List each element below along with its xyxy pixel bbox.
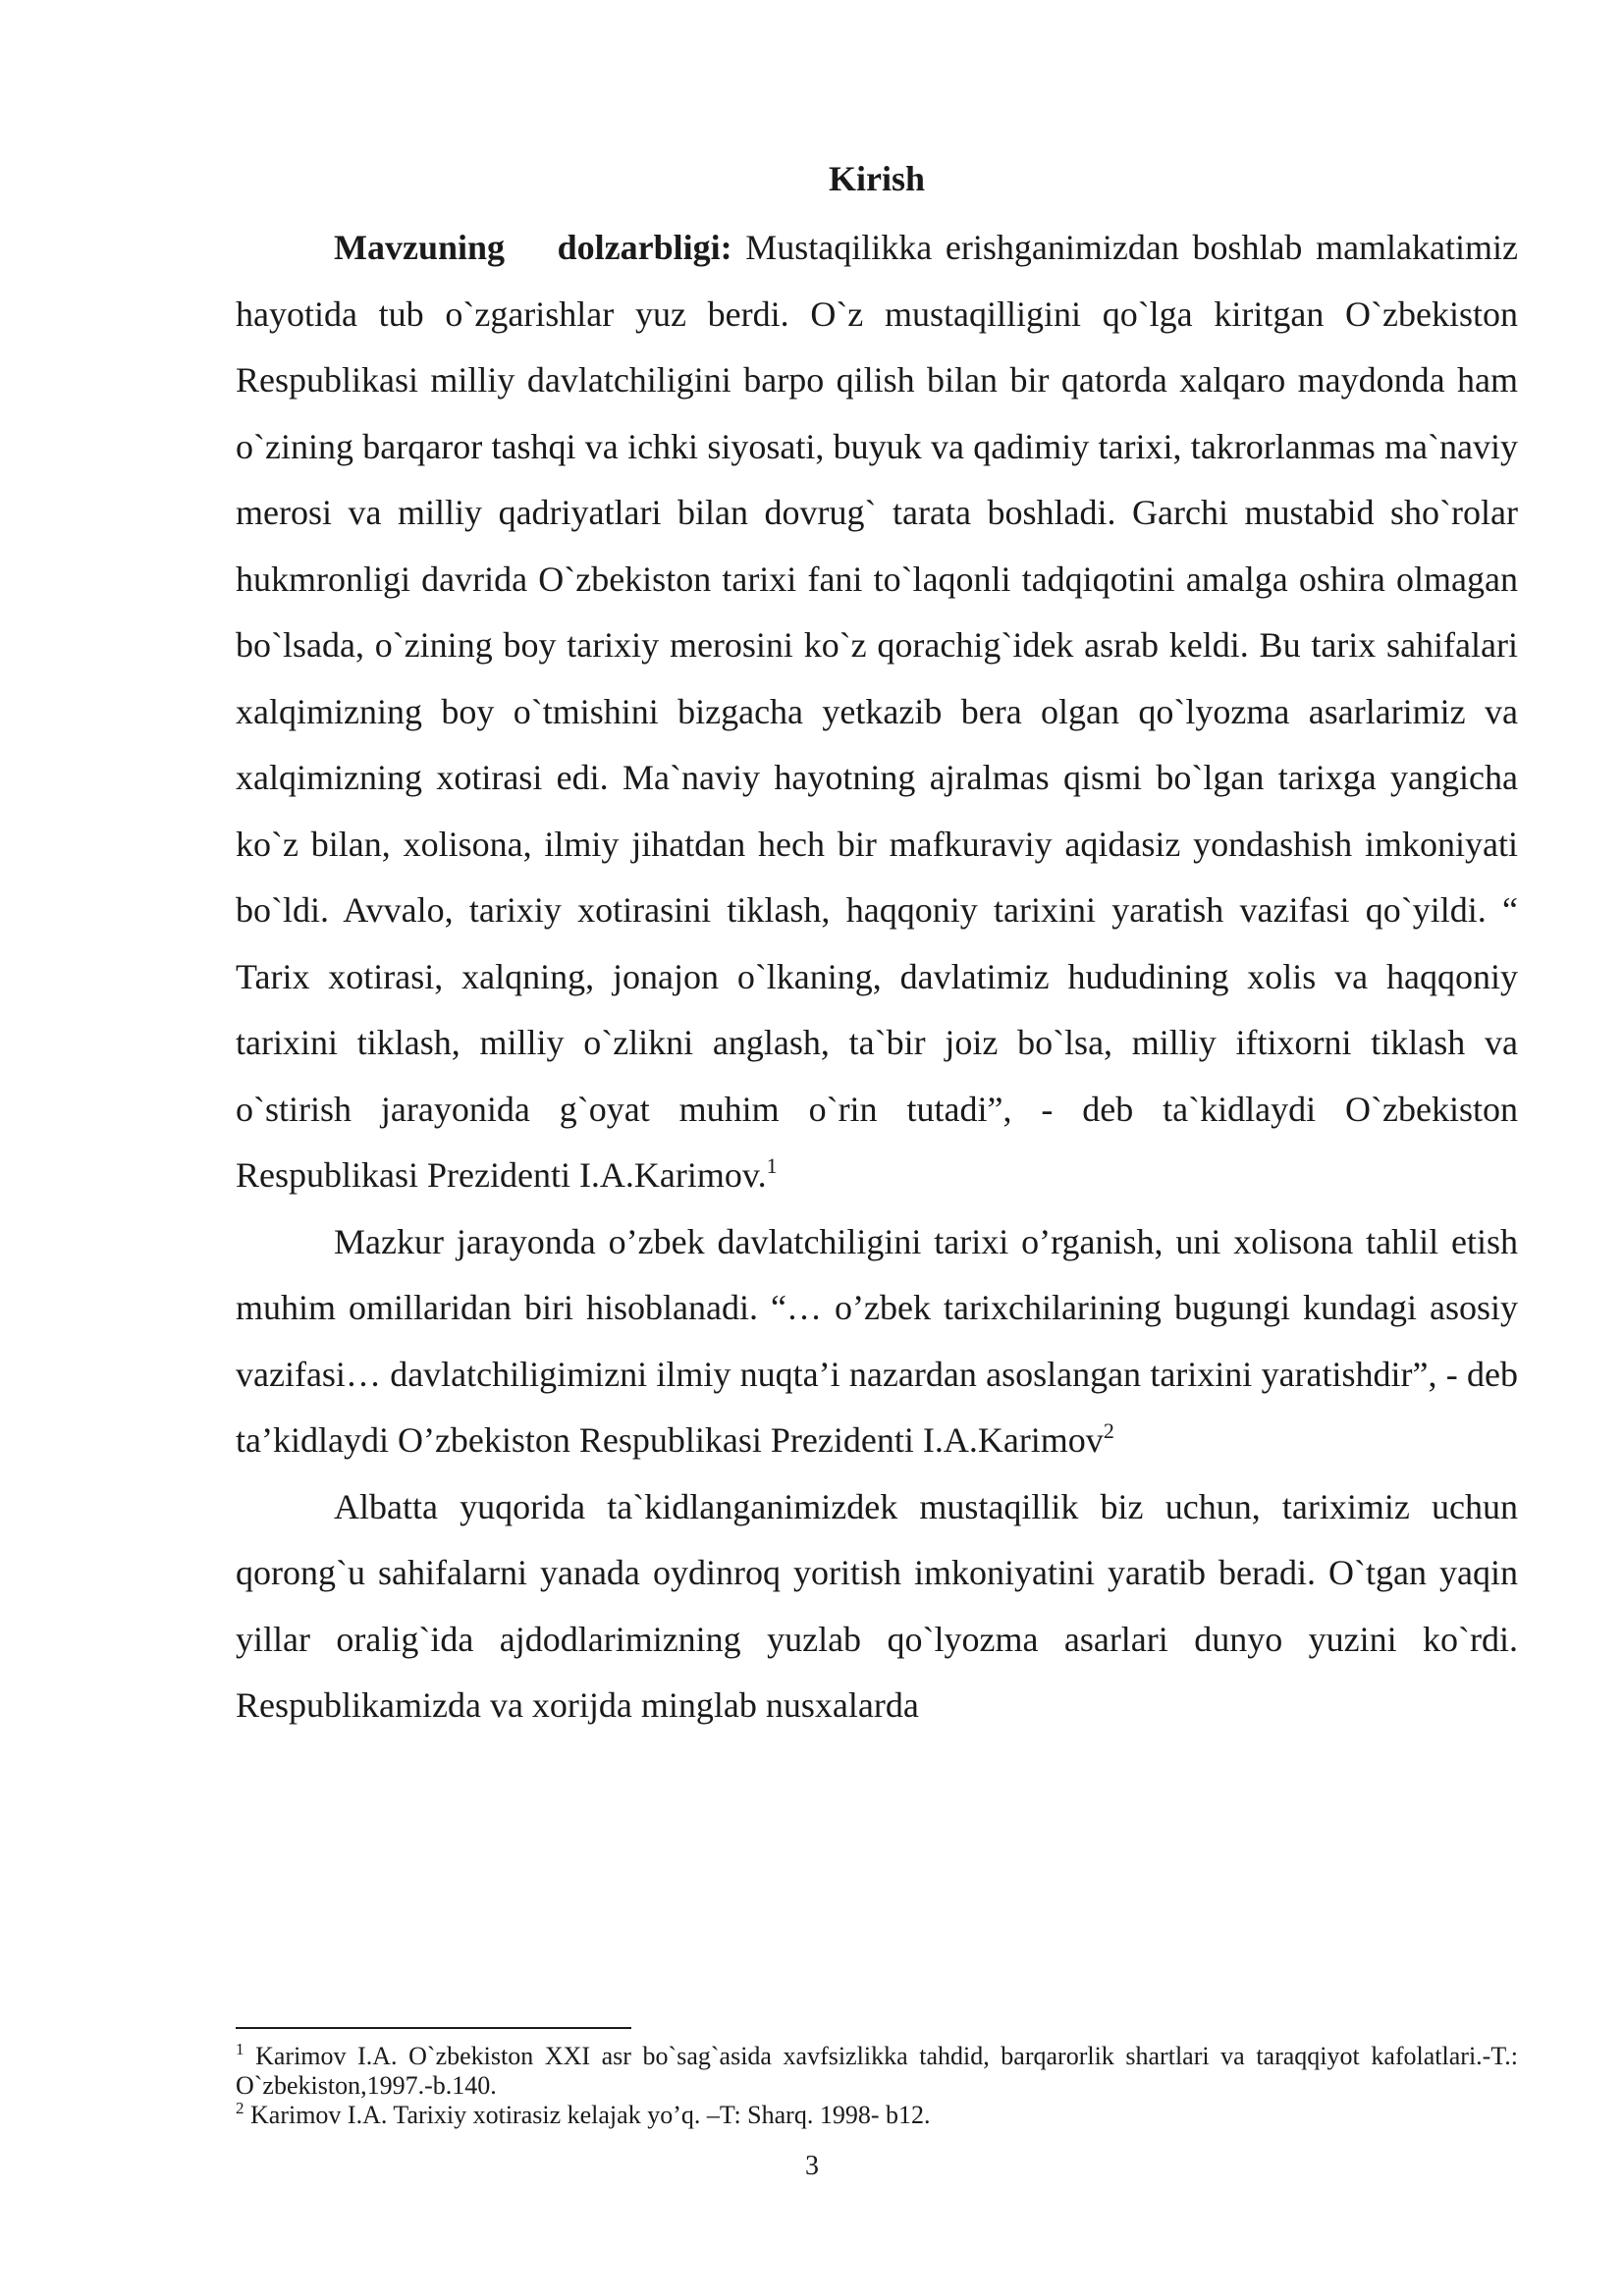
footnote-text: Karimov I.A. Tarixiy xotirasiz kelajak yo’q. –T: Sharq. 1998- b12.	[244, 2101, 931, 2129]
paragraph-relevance	[236, 215, 1518, 1209]
footnote-mark: 2	[236, 2099, 244, 2117]
paragraph-independence	[236, 1474, 1518, 1739]
footnote-reference: 2	[1103, 1418, 1114, 1443]
paragraph-text: Mazkur jarayonda o’zbek davlatchiligini tarixi o’rganish, uni xolisona tahlil etish muhim omillaridan biri hisoblanadi. “… o’zbek tarixchilarining bugungi kundagi asosiy vazifasi… davlatchiligimizni ilmiy nuqta’i nazardan asoslangan tarixini yaratishdir”, - deb ta’kidlaydi O’zbekiston Respublikasi Prezidenti I.A.Karimov	[236, 1221, 1518, 1460]
footnote	[236, 2101, 1518, 2130]
footnote-mark: 1	[236, 2040, 244, 2058]
footnotes	[236, 2042, 1518, 2130]
paragraph-text: Albatta yuqorida ta`kidlanganimizdek mustaqillik biz uchun, tariximiz uchun qorong`u sahifalarni yanada oydinroq yoritish imkoniyatini yaratib beradi. O`tgan yaqin yillar oralig`ida ajdodlarimizning yuzlab qo`lyozma asarlari dunyo yuzini ko`rdi. Respublikamizda va xorijda minglab nusxalarda	[236, 1486, 1518, 1725]
footnote-reference: 1	[766, 1153, 778, 1178]
footnote	[236, 2042, 1518, 2101]
paragraph-historiography	[236, 1209, 1518, 1474]
body-text	[236, 215, 1518, 1739]
footnote-text: Karimov I.A. O`zbekiston XXI asr bo`sag`asida xavfsizlikka tahdid, barqarorlik shartlari va taraqqiyot kafolatlari.-T.: O`zbekiston,1997.-b.140.	[236, 2042, 1518, 2100]
page-number: 3	[805, 2151, 819, 2181]
paragraph-lead: Mavzuning dolzarbligi:	[334, 228, 732, 267]
section-title: Kirish	[828, 159, 925, 198]
paragraph-text: Mustaqilikka erishganimizdan boshlab mamlakatimiz hayotida tub o`zgarishlar yuz berdi. O`z mustaqilligini qo`lga kiritgan O`zbekiston Respublikasi milliy davlatchiligini barpo qilish bilan bir qatorda xalqaro maydonda ham o`zining barqaror tashqi va ichki siyosati, buyuk va qadimiy tarixi, takrorlanmas ma`naviy merosi va milliy qadriyatlari bilan dovrug` tarata boshladi. Garchi mustabid sho`rolar hukmronligi davrida O`zbekiston tarixi fani to`laqonli tadqiqotini amalga oshira olmagan bo`lsada, o`zining boy tarixiy merosini ko`z qorachig`idek asrab keldi. Bu tarix sahifalari xalqimizning boy o`tmishini bizgacha yetkazib bera olgan qo`lyozma asarlarimiz va xalqimizning xotirasi edi. Ma`naviy hayotning ajralmas qismi bo`lgan tarixga yangicha ko`z bilan, xolisona, ilmiy jihatdan hech bir mafkuraviy aqidasiz yondashish imkoniyati bo`ldi. Avvalo, tarixiy xotirasini tiklash, haqqoniy tarixini yaratish vazifasi qo`yildi. “ Tarix xotirasi, xalqning, jonajon o`lkaning, davlatimiz hududining xolis va haqqoniy tarixini tiklash, milliy o`zlikni anglash, ta`bir joiz bo`lsa, milliy iftixorni tiklash va o`stirish jarayonida g`oyat muhim o`rin tutadi”, - deb ta`kidlaydi O`zbekiston Respublikasi Prezidenti I.A.Karimov.	[236, 228, 1518, 1195]
footnote-separator	[236, 2027, 631, 2029]
